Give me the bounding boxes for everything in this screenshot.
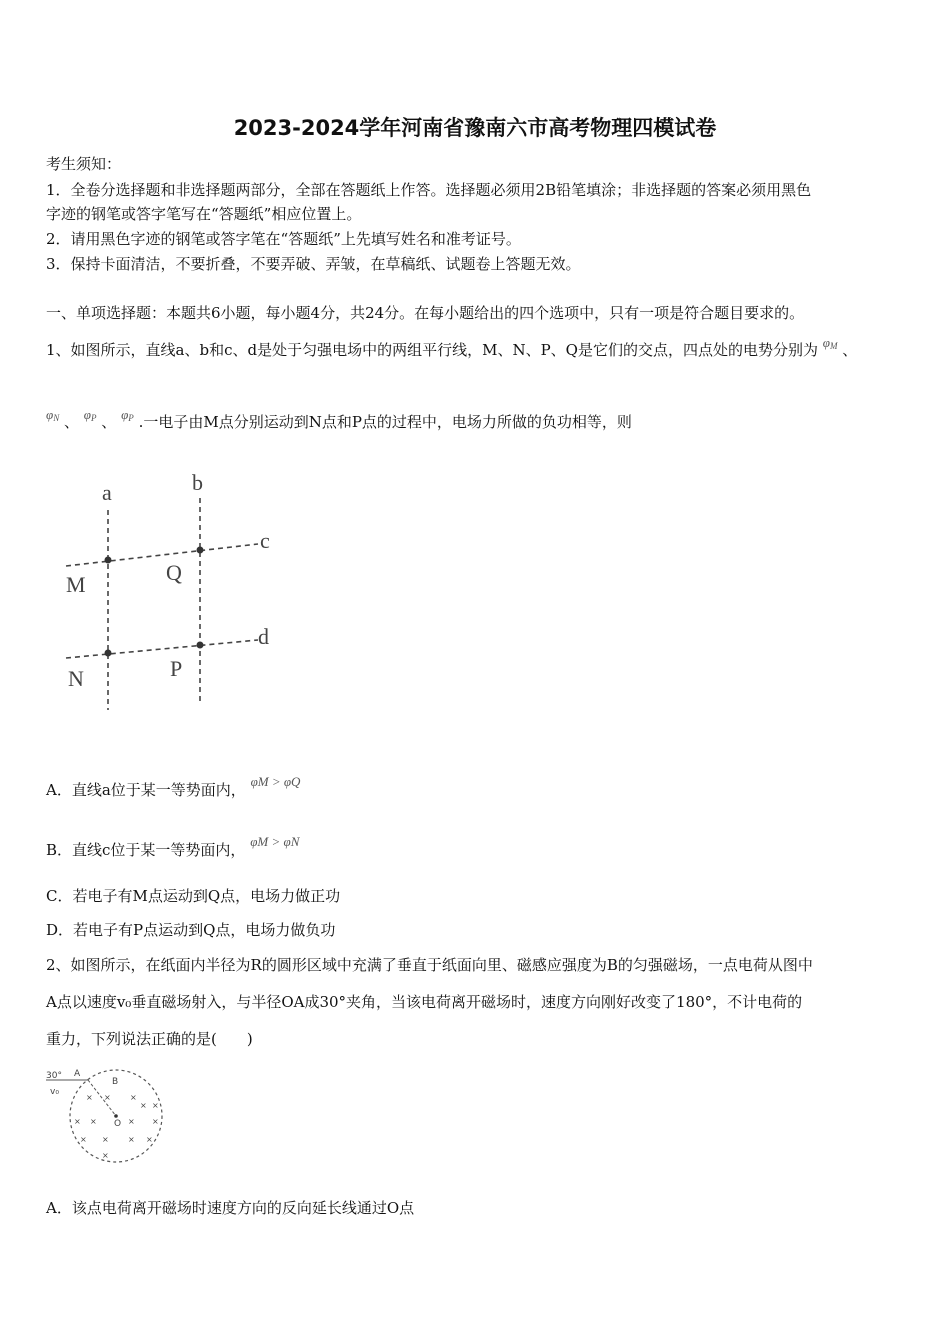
svg-text:×: × [102,1151,109,1160]
q1-stem-line-1 [46,335,858,364]
q2-stem-line-1: 2、如图所示，在纸面内半径为R的圆形区域中充满了垂直于纸面向里、磁感应强度为B的匀强磁场，一点电荷从图中 [46,956,813,974]
svg-text:×: × [128,1135,135,1144]
svg-text:×: × [104,1093,111,1102]
q2-option-a: A．该点电荷离开磁场时速度方向的反向延长线通过O点 [46,1199,415,1217]
option-b-math: φM > φN [250,834,300,849]
section-heading: 一、单项选择题：本题共6小题，每小题4分，共24分。在每小题给出的四个选项中，只有一项是符合题目要求的。 [46,304,805,322]
svg-text:×: × [90,1117,97,1126]
label-b: b [192,470,203,495]
label-v0: v₀ [50,1087,59,1097]
q2-stem-line-2: A点以速度v₀垂直磁场射入，与半径OA成30°夹角，当该电荷离开磁场时，速度方向刚好改变了180°，不计电荷的 [46,993,803,1011]
label-angle: 30° [46,1071,62,1081]
phi-m-symbol: $\varphi_M$ [822,335,838,351]
svg-text:×: × [146,1135,153,1144]
label-q: Q [166,560,182,585]
svg-text:×: × [152,1101,159,1110]
q1-stem-line-2 [46,407,632,436]
svg-text:×: × [86,1093,93,1102]
label-n: N [68,666,84,691]
phi-p-symbol: $\varphi_P$ [83,407,97,423]
notice-item-2: 2．请用黑色字迹的钢笔或答字笔在“答题纸”上先填写姓名和准考证号。 [46,230,521,248]
q1-option-c: C．若电子有M点运动到Q点，电场力做正功 [46,887,341,905]
page-title: 2023-2024学年河南省豫南六市高考物理四模试卷 [233,116,717,140]
q2-figure [44,1066,174,1166]
label-a: a [102,480,112,505]
notice-item-1-line-1: 1．全卷分选择题和非选择题两部分，全部在答题纸上作答。选择题必须用2B铅笔填涂；非选择题的答案必须用黑色 [46,181,812,199]
q1-option-d: D．若电子有P点运动到Q点，电场力做负功 [46,921,336,939]
notice-item-3: 3．保持卡面清洁，不要折叠，不要弄破、弄皱，在草稿纸、试题卷上答题无效。 [46,255,581,273]
separator: 、 [842,341,858,359]
center-o [114,1114,118,1118]
label-a: A [74,1069,81,1079]
notice-heading: 考生须知： [46,155,122,173]
q1-option-b: B．直线c位于某一等势面内， φM > φN [46,834,300,859]
q1-line1-text: 1、如图所示，直线a、b和c、d是处于匀强电场中的两组平行线，M、N、P、Q是它们的交点，四点处的电势分别为 [46,341,818,359]
line-c [66,544,258,566]
separator: 、 [64,413,80,431]
q2-stem-line-3: 重力，下列说法正确的是( ) [46,1030,253,1048]
svg-text:×: × [80,1135,87,1144]
q1-option-a: A．直线a位于某一等势面内， φM > φQ [46,774,301,799]
svg-text:×: × [130,1093,137,1102]
label-d: d [258,624,269,649]
svg-text:×: × [74,1117,81,1126]
svg-text:×: × [128,1117,135,1126]
q1-figure [58,468,288,718]
label-o: O [114,1119,122,1129]
point-n [105,650,112,657]
point-m [105,557,112,564]
q1-line2-text: .一电子由M点分别运动到N点和P点的过程中，电场力所做的负功相等，则 [138,413,632,431]
svg-text:×: × [102,1135,109,1144]
point-p [197,642,204,649]
separator: 、 [101,413,117,431]
phi-n-symbol: $\varphi_N$ [46,407,60,423]
label-b: B [112,1077,119,1087]
label-p: P [170,656,183,681]
svg-text:×: × [140,1101,147,1110]
option-a-math: φM > φQ [250,774,301,789]
point-q [197,547,204,554]
line-d [66,640,258,658]
svg-text:×: × [152,1117,159,1126]
label-c: c [260,528,270,553]
phi-p2-symbol: $\varphi_P$ [121,407,134,423]
notice-item-1-line-2: 字迹的钢笔或答字笔写在“答题纸”相应位置上。 [46,205,362,223]
label-m: M [66,572,86,597]
